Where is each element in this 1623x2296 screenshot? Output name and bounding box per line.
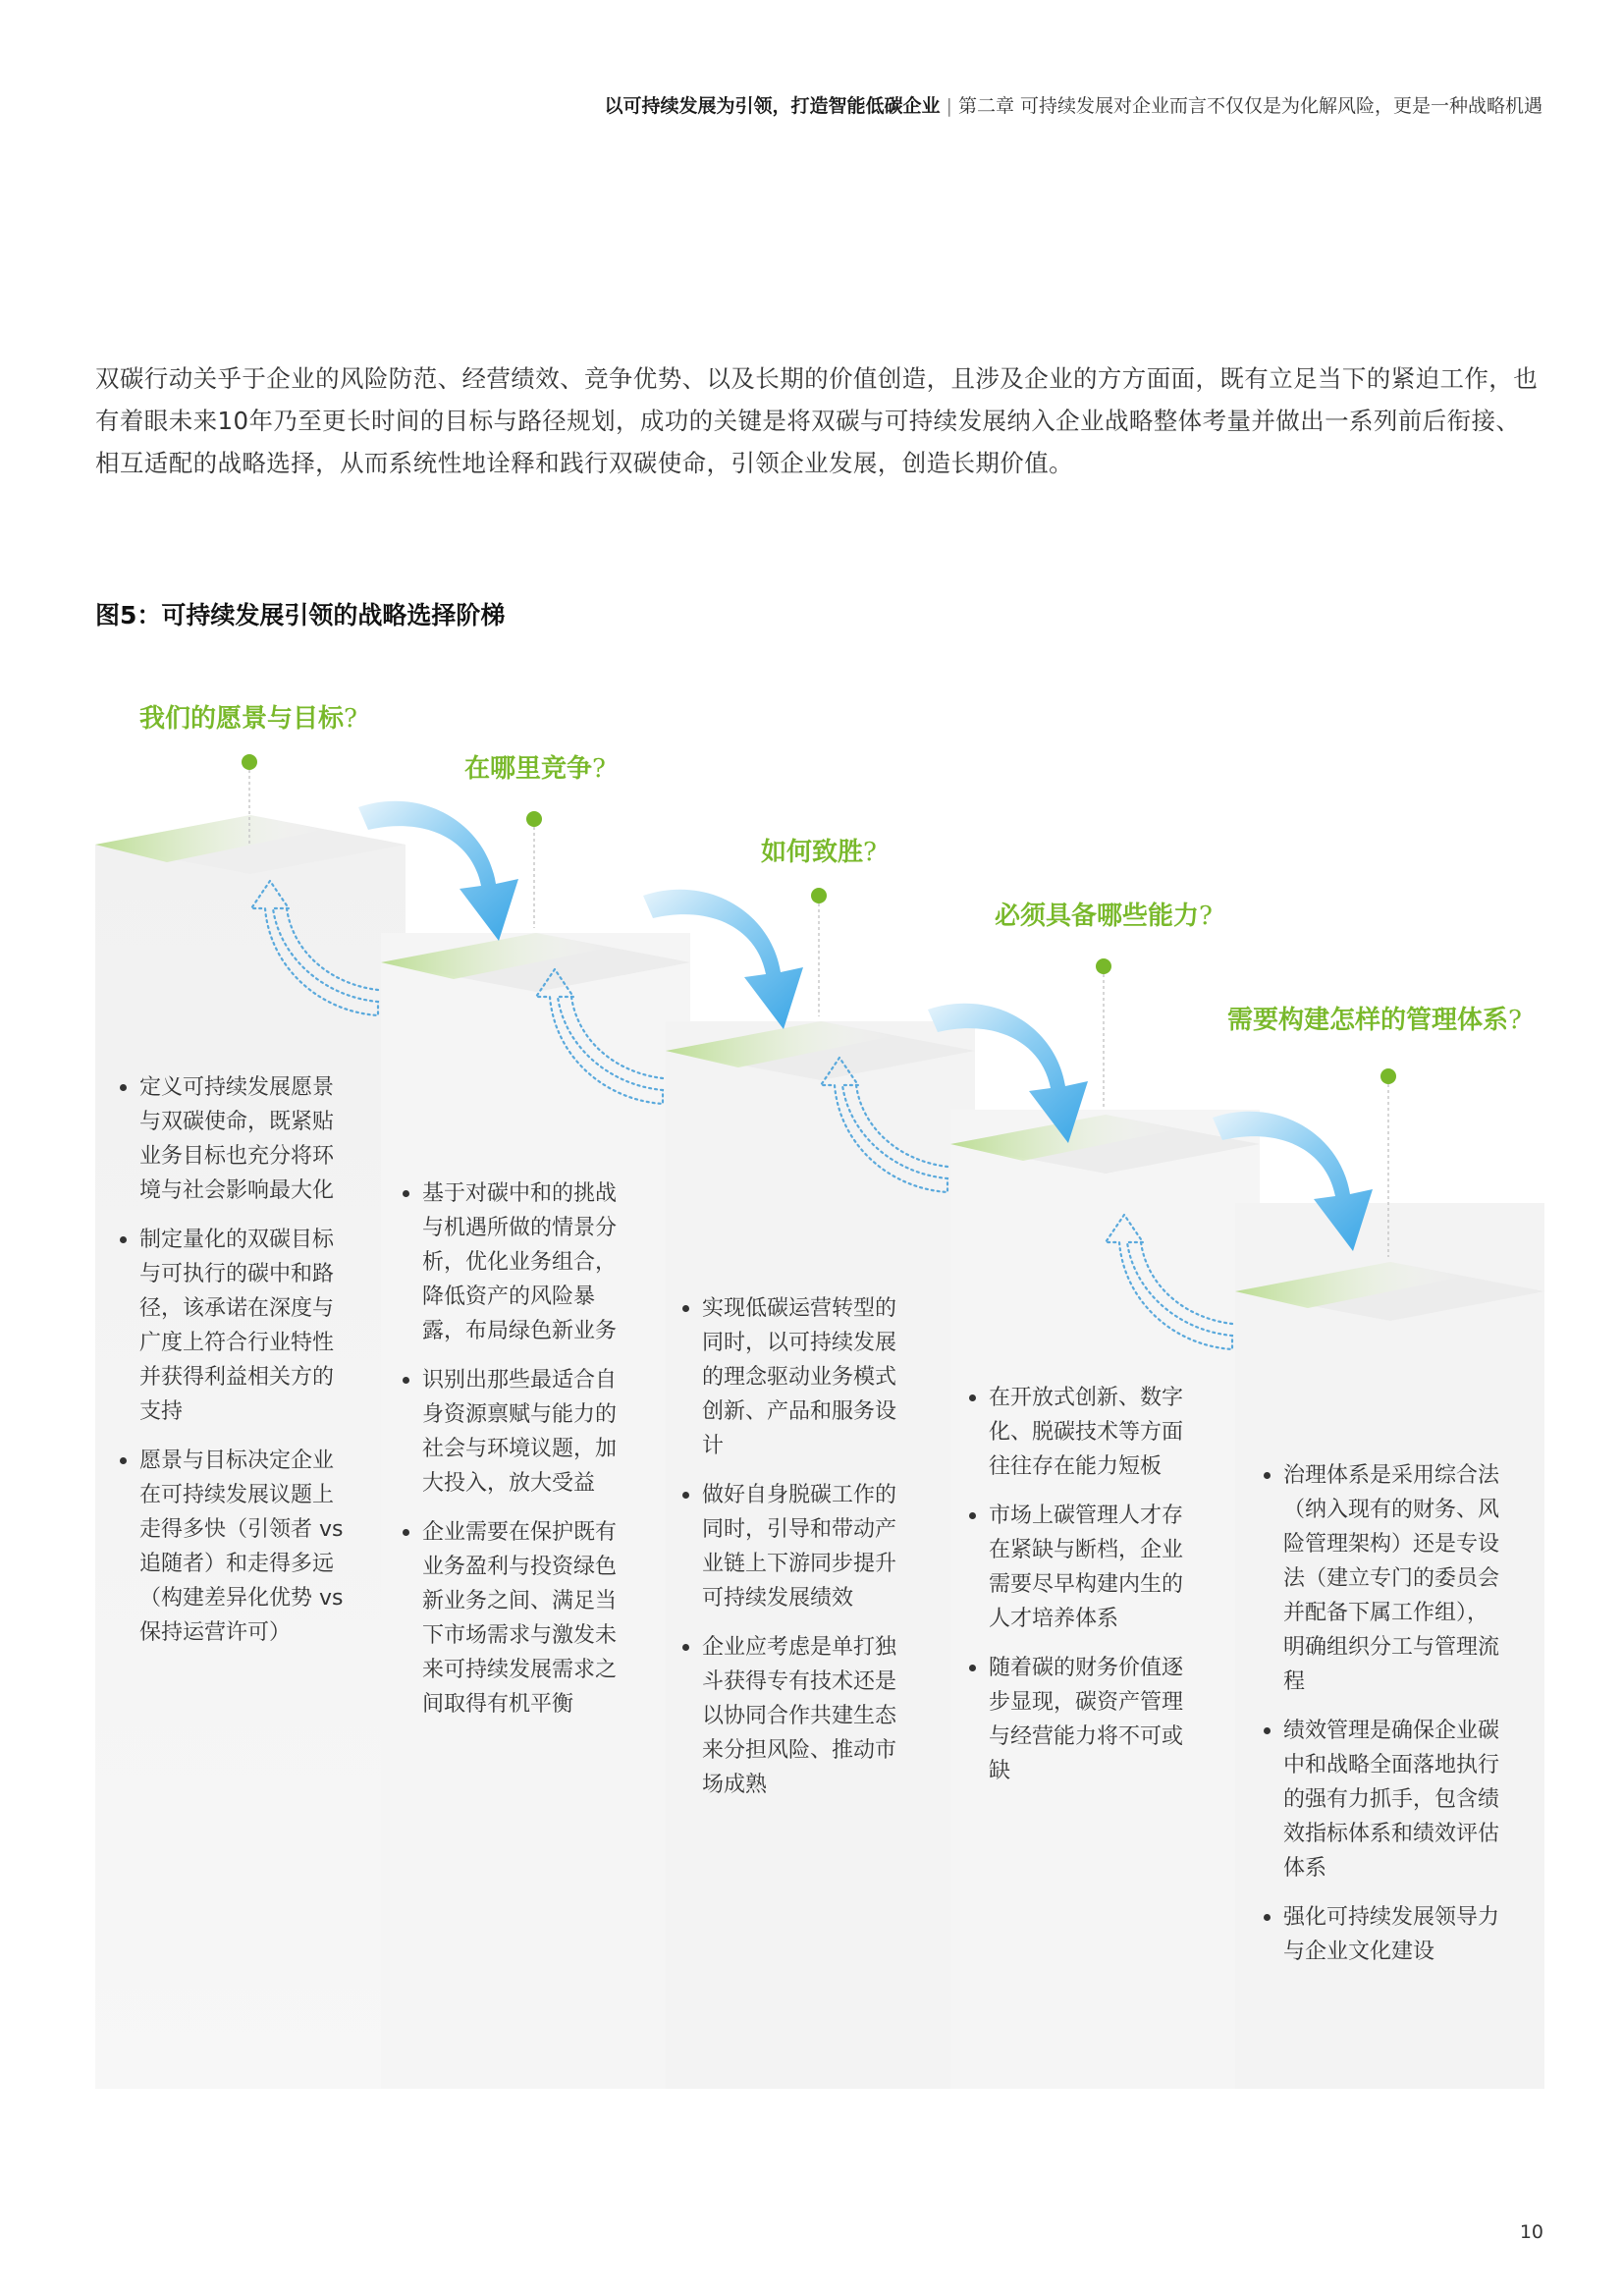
- list-item: 强化可持续发展领导力与企业文化建设: [1262, 1900, 1502, 1969]
- intro-paragraph: 双碳行动关乎于企业的风险防范、经营绩效、竞争优势、以及长期的价值创造，且涉及企业的方方面面，既有立足当下的紧迫工作，也有着眼未来10年乃至更长时间的目标与路径规划，成功的关键是将双碳与可持续发展纳入企业战略整体考量并做出一系列前后衔接、相互适配的战略选择，从而系统性地诠释和践行双碳使命，引领企业发展，创造长期价值。: [95, 364, 1539, 477]
- step-question-3: 如何致胜?: [761, 838, 877, 867]
- green-dot-2: [526, 811, 542, 827]
- list-item: 愿景与目标决定企业在可持续发展议题上走得多快（引领者 vs 追随者）和走得多远（构建差异化优势 vs 保持运营许可）: [118, 1444, 344, 1650]
- green-dot-3: [811, 888, 827, 903]
- list-item: 做好自身脱碳工作的同时，引导和带动产业链上下游同步提升可持续发展绩效: [680, 1478, 906, 1615]
- chapter-title: 第二章 可持续发展对企业而言不仅仅是为化解风险，更是一种战略机遇: [957, 95, 1542, 117]
- green-dot-1: [242, 754, 257, 770]
- step-question-5: 需要构建怎样的管理体系?: [1227, 1006, 1522, 1035]
- step-question-4: 必须具备哪些能力?: [995, 902, 1213, 931]
- step-5-bullets: [1262, 1458, 1502, 1984]
- list-item: 市场上碳管理人才存在紧缺与断档，企业需要尽早构建内生的人才培养体系: [967, 1499, 1193, 1636]
- step-question-2: 在哪里竞争?: [464, 754, 606, 784]
- list-item: 识别出那些最适合自身资源禀赋与能力的社会与环境议题，加大投入，放大受益: [401, 1363, 626, 1501]
- green-dot-5: [1380, 1068, 1396, 1084]
- list-item: 在开放式创新、数字化、脱碳技术等方面往往存在能力短板: [967, 1381, 1193, 1484]
- step-1-bullets: [118, 1070, 344, 1665]
- list-item: 定义可持续发展愿景与双碳使命，既紧贴业务目标也充分将环境与社会影响最大化: [118, 1070, 344, 1208]
- list-item: 随着碳的财务价值逐步显现，碳资产管理与经营能力将不可或缺: [967, 1651, 1193, 1788]
- step-question-1: 我们的愿景与目标?: [139, 704, 357, 734]
- page-number: 10: [1519, 2221, 1543, 2243]
- list-item: 企业应考虑是单打独斗获得专有技术还是以协同合作共建生态来分担风险、推动市场成熟: [680, 1630, 906, 1802]
- list-item: 实现低碳运营转型的同时，以可持续发展的理念驱动业务模式创新、产品和服务设计: [680, 1291, 906, 1463]
- step-3-bullets: [680, 1291, 906, 1817]
- header-separator: |: [946, 95, 952, 117]
- step-2-bullets: [401, 1176, 626, 1736]
- list-item: 基于对碳中和的挑战与机遇所做的情景分析，优化业务组合，降低资产的风险暴露，布局绿色新业务: [401, 1176, 626, 1348]
- figure-title: 图5：可持续发展引领的战略选择阶梯: [95, 601, 506, 629]
- list-item: 绩效管理是确保企业碳中和战略全面落地执行的强有力抓手，包含绩效指标体系和绩效评估体系: [1262, 1714, 1502, 1886]
- list-item: 制定量化的双碳目标与可执行的碳中和路径，该承诺在深度与广度上符合行业特性并获得利益相关方的支持: [118, 1223, 344, 1429]
- green-dot-4: [1096, 958, 1111, 974]
- step-4-bullets: [967, 1381, 1193, 1803]
- list-item: 企业需要在保护既有业务盈利与投资绿色新业务之间、满足当下市场需求与激发未来可持续发展需求之间取得有机平衡: [401, 1515, 626, 1722]
- list-item: 治理体系是采用综合法（纳入现有的财务、风险管理架构）还是专设法（建立专门的委员会并配备下属工作组），明确组织分工与管理流程: [1262, 1458, 1502, 1699]
- report-title: 以可持续发展为引领，打造智能低碳企业: [604, 95, 941, 117]
